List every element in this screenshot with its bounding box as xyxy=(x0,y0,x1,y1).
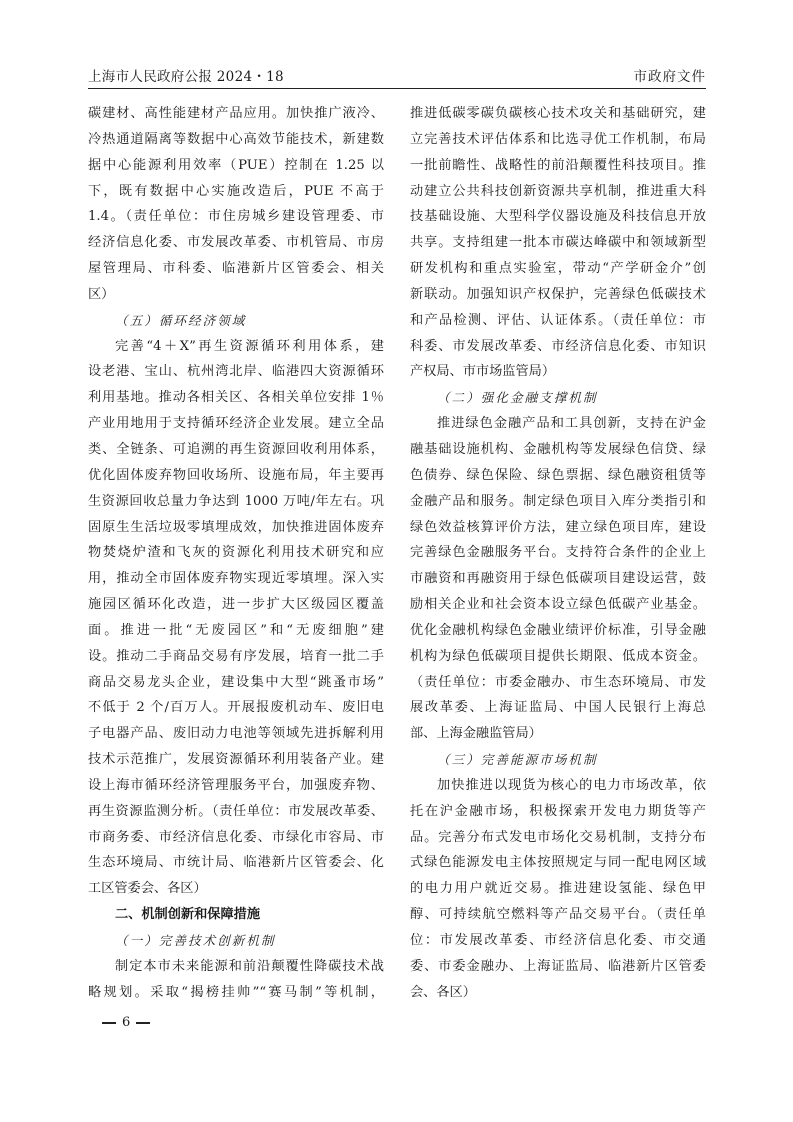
text-line: 位：市发展改革委、市经济信息化委、市交通 xyxy=(410,933,706,948)
text-line: 设老港、宝山、杭州湾北岸、临港四大资源循环 xyxy=(88,364,384,380)
subsection-heading: （一）完善技术创新机制 xyxy=(115,933,276,948)
right-column xyxy=(410,101,706,1006)
paragraph-start-line: 制定本市未来能源和前沿颠覆性降碳技术战 xyxy=(115,958,384,974)
text-line: 生态环境局、市统计局、临港新片区管委会、化 xyxy=(88,855,384,871)
text-line: 立完善技术评估体系和比选寻优工作机制，布局 xyxy=(410,131,706,147)
text-line: 式绿色能源发电主体按照规定与同一配电网区域 xyxy=(410,855,706,871)
text-line: 优化固体废弃物回收场所、设施布局，年主要再 xyxy=(88,467,384,483)
page-number: 6 xyxy=(122,1015,131,1030)
text-line: 用，推动全市固体废弃物实现近零填埋。深入实 xyxy=(88,571,384,587)
dash-left xyxy=(102,1022,116,1024)
text-line: 据中心能源利用效率（PUE）控制在 1.25 以 xyxy=(88,157,384,173)
paragraph-end-line: 区） xyxy=(88,286,115,302)
text-line: 共享。支持组建一批本市碳达峰碳中和领域新型 xyxy=(410,235,706,251)
text-line: 醇、可持续航空燃料等产品交易平台。（责任单 xyxy=(410,907,706,923)
paragraph-start-line: 完善“4＋X”再生资源循环利用体系，建 xyxy=(115,338,384,354)
paragraph-start-line: 加快推进以现货为核心的电力市场改革，依 xyxy=(437,777,706,793)
subsection-heading: （二）强化金融支撑机制 xyxy=(437,390,598,406)
text-line: 市融资和再融资用于绿色低碳项目建设运营，鼓 xyxy=(410,571,706,587)
page-header xyxy=(88,63,706,87)
header-rule xyxy=(88,88,706,89)
text-line: 1.4。（责任单位：市住房城乡建设管理委、市 xyxy=(88,209,384,225)
text-line: 新联动。加强知识产权保护，完善绿色低碳技术 xyxy=(410,286,706,302)
text-line: 色债券、绿色保险、绿色票据、绿色融资租赁等 xyxy=(410,467,706,483)
text-line: 机构为绿色低碳项目提供长期限、低成本资金。 xyxy=(410,648,706,664)
paragraph-start-line: 推进绿色金融产品和工具创新，支持在沪金 xyxy=(437,416,706,432)
text-line: 产业用地用于支持循环经济企业发展。建立全品 xyxy=(88,416,384,432)
text-line: 市商务委、市经济信息化委、市绿化市容局、市 xyxy=(88,829,384,845)
paragraph-end-line: 部、上海金融监管局） xyxy=(410,726,542,742)
text-line: 融基础设施机构、金融机构等发展绿色信贷、绿 xyxy=(410,441,706,457)
left-column xyxy=(88,101,384,1006)
text-line: 和产品检测、评估、认证体系。（责任单位：市 xyxy=(410,312,706,328)
text-line: （责任单位：市委金融办、市生态环境局、市发 xyxy=(410,674,706,690)
dash-right xyxy=(136,1022,150,1024)
text-line: 委、市委金融办、上海证监局、临港新片区管委 xyxy=(410,958,706,974)
text-line: 固原生生活垃圾零填埋成效，加快推进固体废弃 xyxy=(88,519,384,535)
text-line: 研发机构和重点实验室，带动“产学研金介”创 xyxy=(410,261,706,277)
text-line: 绿色效益核算评价方法，建立绿色项目库，建设 xyxy=(410,519,706,535)
text-line: 金融产品和服务。制定绿色项目入库分类指引和 xyxy=(410,493,706,509)
paragraph-end-line: 产权局、市市场监管局） xyxy=(410,364,556,380)
section-title: 市政府文件 xyxy=(633,69,706,85)
text-line: 托在沪金融市场，积极探索开发电力期货等产 xyxy=(410,803,706,819)
text-line: 一批前瞻性、战略性的前沿颠覆性科技项目。推 xyxy=(410,157,706,173)
text-line: 屋管理局、市科委、临港新片区管委会、相关 xyxy=(88,261,384,277)
text-line: 物焚烧炉渣和飞灰的资源化利用技术研究和应 xyxy=(88,545,384,561)
text-line: 商品交易龙头企业，建设集中大型“跳蚤市场” xyxy=(88,674,384,690)
subsection-heading: （三）完善能源市场机制 xyxy=(437,752,598,768)
text-line: 类、全链条、可追溯的再生资源回收利用体系， xyxy=(88,441,384,457)
text-line: 不低于 2 个/百万人。开展报废机动车、废旧电 xyxy=(88,700,384,716)
page-footer xyxy=(96,1015,156,1030)
text-line: 科委、市发展改革委、市经济信息化委、市知识 xyxy=(410,338,706,354)
text-line: 优化金融机构绿色金融业绩评价标准，引导金融 xyxy=(410,622,706,638)
text-line: 技基础设施、大型科学仪器设施及科技信息开放 xyxy=(410,209,706,225)
text-line: 推进低碳零碳负碳核心技术攻关和基础研究，建 xyxy=(410,106,706,121)
text-line: 利用基地。推动各相关区、各相关单位安排 1％ xyxy=(88,390,384,406)
text-line: 面。推进一批“无废园区”和“无废细胞”建 xyxy=(88,622,384,638)
text-line: 完善绿色金融服务平台。支持符合条件的企业上 xyxy=(410,545,706,561)
text-line: 再生资源监测分析。（责任单位：市发展改革委、 xyxy=(88,803,384,819)
paragraph-end-line: 会、各区） xyxy=(410,984,476,1000)
subsection-heading: （五）循环经济领域 xyxy=(115,312,247,328)
section-heading: 二、机制创新和保障措施 xyxy=(115,907,261,923)
text-line: 施园区循环化改造，进一步扩大区级园区覆盖 xyxy=(88,597,384,613)
paragraph-end-line: 工区管委会、各区） xyxy=(88,881,207,897)
text-line: 下，既有数据中心实施改造后，PUE 不高于 xyxy=(88,183,384,199)
text-line: 品。完善分布式发电市场化交易机制，支持分布 xyxy=(410,829,706,845)
text-line: 励相关企业和社会资本设立绿色低碳产业基金。 xyxy=(410,597,706,613)
text-line: 设。推动二手商品交易有序发展，培育一批二手 xyxy=(88,648,384,664)
text-line: 设上海市循环经济管理服务平台，加强废弃物、 xyxy=(88,777,384,793)
text-line: 冷热通道隔离等数据中心高效节能技术，新建数 xyxy=(88,131,384,147)
text-line: 略规划。采取“揭榜挂帅”“赛马制”等机制， xyxy=(88,984,384,1000)
text-line: 碳建材、高性能建材产品应用。加快推广液冷、 xyxy=(88,106,384,121)
text-line: 经济信息化委、市发展改革委、市机管局、市房 xyxy=(88,235,384,251)
text-line: 生资源回收总量力争达到 1000 万吨/年左右。巩 xyxy=(88,493,384,509)
publication-title: 上海市人民政府公报 2024・18 xyxy=(88,69,284,85)
text-line: 的电力用户就近交易。推进建设氢能、绿色甲 xyxy=(410,881,706,897)
text-line: 技术示范推广，发展资源循环利用装备产业。建 xyxy=(88,752,384,768)
text-line: 子电器产品、废旧动力电池等领域先进拆解利用 xyxy=(88,726,384,742)
text-line: 展改革委、上海证监局、中国人民银行上海总 xyxy=(410,700,706,716)
text-line: 动建立公共科技创新资源共享机制，推进重大科 xyxy=(410,183,706,199)
